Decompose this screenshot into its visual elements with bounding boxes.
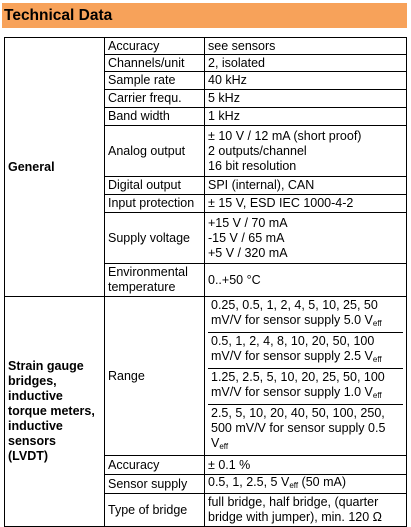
spec-value: 1 kHz [205, 108, 407, 126]
sensor-supply-current: (50 mA) [298, 475, 346, 489]
spec-value: ± 15 V, ESD IEC 1000-4-2 [205, 195, 407, 213]
spec-value [205, 475, 407, 494]
spec-value: 5 kHz [205, 90, 407, 108]
category-line: sensors [8, 434, 56, 448]
spec-label: Input protection [105, 195, 205, 213]
spec-value: 0..+50 °C [205, 264, 407, 297]
spec-value-line: ± 10 V / 12 mA (short proof) [208, 128, 362, 143]
eff-subscript: eff [372, 319, 382, 328]
eff-subscript: eff [219, 442, 229, 451]
section-title: Technical Data [2, 3, 407, 28]
range-block [208, 405, 403, 455]
spec-label: Accuracy [105, 456, 205, 475]
spec-value: ± 0.1 % [205, 456, 407, 475]
spec-value: 40 kHz [205, 72, 407, 90]
category-line: torque meters, [8, 404, 95, 418]
range-line: 1.25, 2.5, 5, 10, 20, 25, 50, 100 [211, 370, 385, 384]
range-line: 500 mV/V for sensor supply 0.5 [211, 421, 386, 435]
spec-value-line: full bridge, half bridge, (quarter [208, 495, 379, 509]
spec-label: Carrier frequ. [105, 90, 205, 108]
range-text: mV/V for sensor supply 2.5 V [211, 349, 373, 363]
spec-value: 2, isolated [205, 55, 407, 72]
range-line [211, 385, 400, 403]
spec-value [205, 126, 407, 177]
eff-subscript: eff [372, 391, 382, 400]
range-block [208, 369, 403, 405]
spec-value [205, 213, 407, 264]
spec-label: Channels/unit [105, 55, 205, 72]
range-block [208, 333, 403, 369]
range-block [208, 297, 403, 333]
spec-value-line: 2 outputs/channel [208, 143, 307, 158]
spec-value [205, 494, 407, 527]
spec-label: Type of bridge [105, 494, 205, 527]
category-line: inductive [8, 419, 63, 433]
range-text: mV/V for sensor supply 1.0 V [211, 385, 373, 399]
range-line: 2.5, 5, 10, 20, 40, 50, 100, 250, [211, 406, 385, 420]
category-general: General [5, 38, 105, 297]
range-line [211, 436, 400, 454]
eff-subscript: eff [289, 481, 299, 490]
category-strain-gauge [5, 297, 105, 527]
spec-label: Sensor supply [105, 475, 205, 494]
range-text: V [211, 436, 220, 450]
spec-value-line: bridge with jumper), min. 120 Ω [208, 510, 382, 524]
range-line [211, 313, 400, 331]
range-text: mV/V for sensor supply 5.0 V [211, 313, 373, 327]
technical-data-table [4, 37, 407, 527]
spec-label: Range [105, 297, 205, 456]
spec-label: Analog output [105, 126, 205, 177]
spec-label [105, 264, 205, 297]
spec-label: Supply voltage [105, 213, 205, 264]
spec-value-line: +15 V / 70 mA [208, 215, 288, 230]
spec-label: Accuracy [105, 38, 205, 55]
spec-value-line: -15 V / 65 mA [208, 230, 285, 245]
spec-label-line: Environmental [108, 265, 188, 279]
spec-value-line: 16 bit resolution [208, 158, 297, 173]
range-line [211, 349, 400, 367]
category-line: (LVDT) [8, 449, 49, 463]
range-line: 0.5, 1, 2, 4, 8, 10, 20, 50, 100 [211, 334, 375, 348]
spec-value: SPI (internal), CAN [205, 177, 407, 195]
range-line: 0.25, 0.5, 1, 2, 4, 5, 10, 25, 50 [211, 298, 378, 312]
spec-label: Digital output [105, 177, 205, 195]
spec-row [5, 38, 407, 55]
spec-label-line: temperature [108, 280, 176, 294]
category-line: Strain gauge [8, 359, 84, 373]
range-values [205, 297, 407, 456]
spec-value: see sensors [205, 38, 407, 55]
spec-label: Band width [105, 108, 205, 126]
category-line: inductive [8, 389, 63, 403]
spec-value-line: +5 V / 320 mA [208, 245, 288, 260]
category-line: bridges, [8, 374, 57, 388]
spec-label: Sample rate [105, 72, 205, 90]
sensor-supply-text: 0.5, 1, 2.5, 5 V [208, 475, 290, 489]
eff-subscript: eff [372, 355, 382, 364]
spec-row [5, 297, 407, 456]
